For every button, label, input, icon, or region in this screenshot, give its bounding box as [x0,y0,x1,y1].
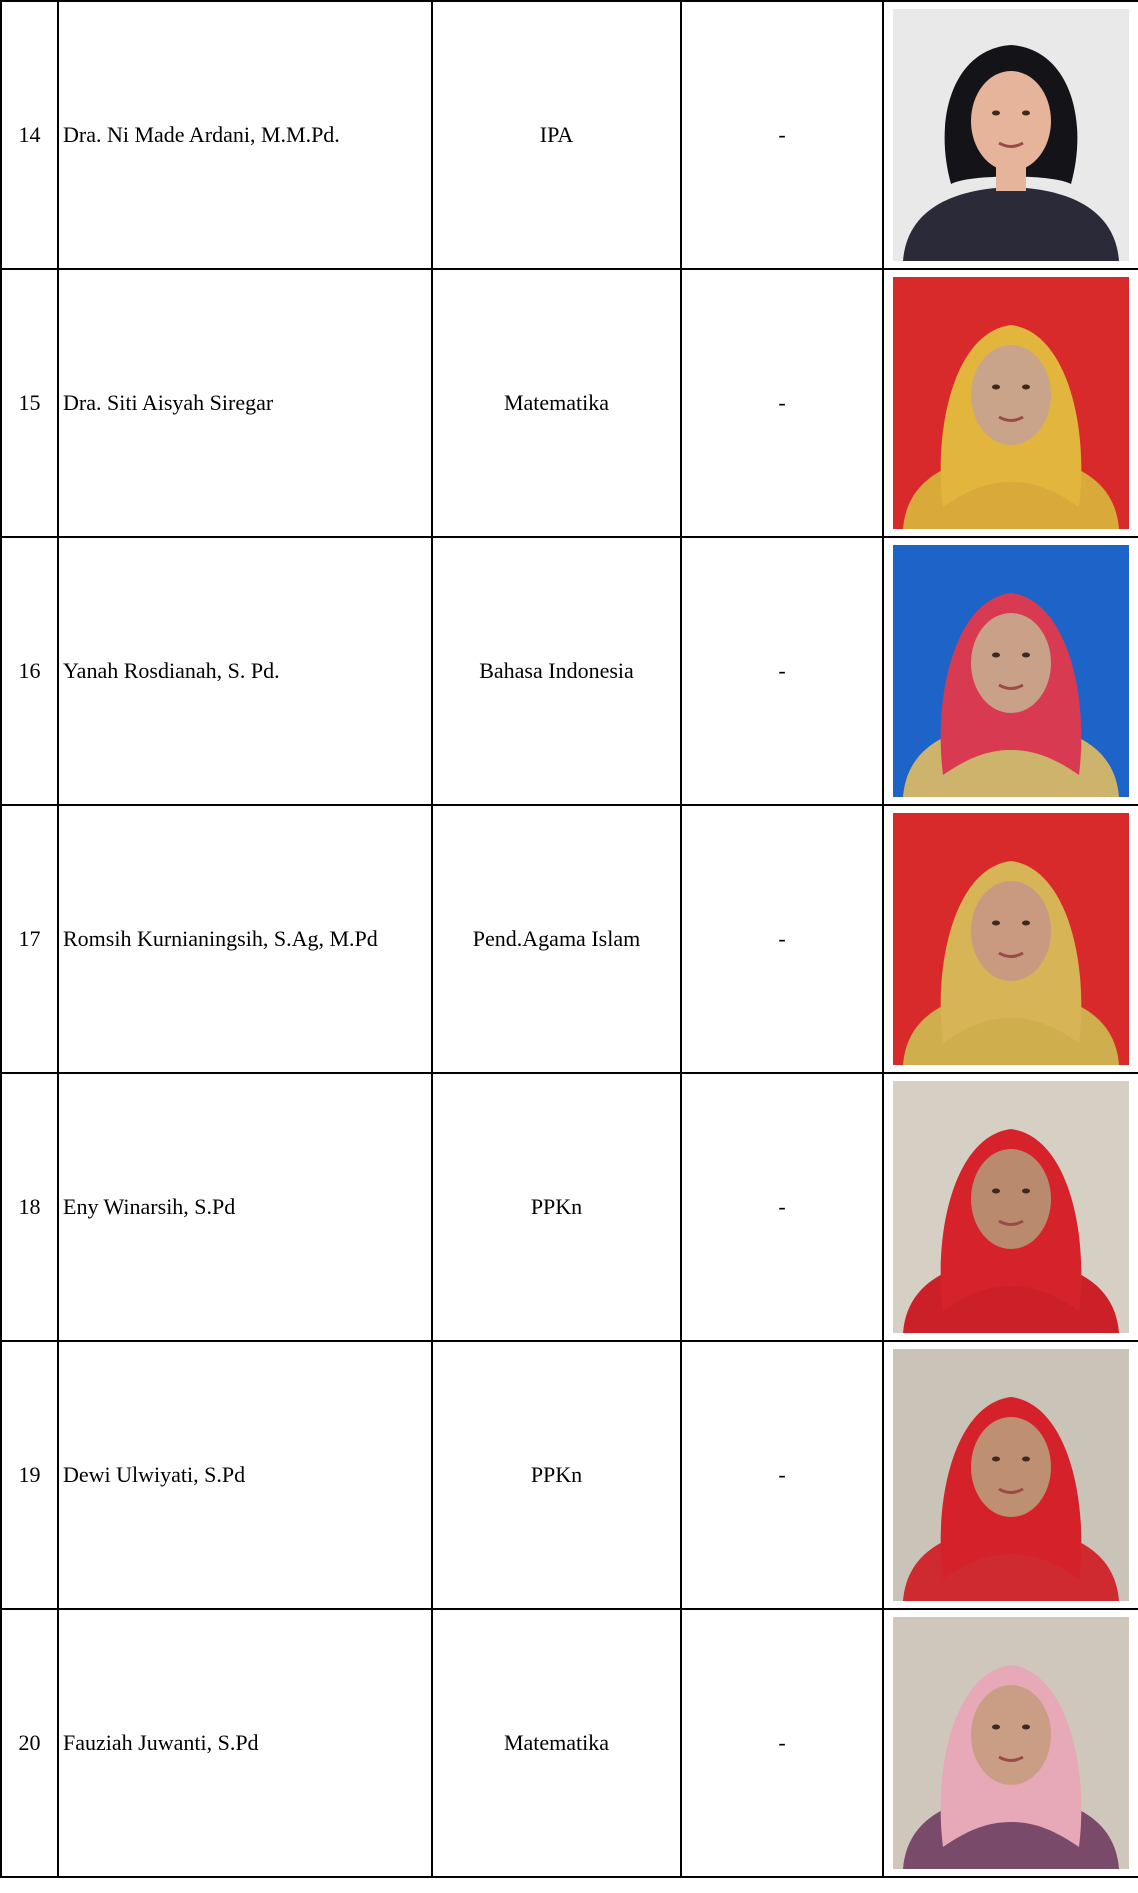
subject: Bahasa Indonesia [432,537,681,805]
additional-duty: - [681,1,883,269]
subject: Matematika [432,1609,681,1877]
teacher-photo [893,9,1129,261]
photo-cell [883,1,1138,269]
table-row [1,1,1138,269]
additional-duty: - [681,805,883,1073]
photo-cell [883,1073,1138,1341]
row-number: 20 [1,1609,58,1877]
row-number: 16 [1,537,58,805]
teacher-photo [893,1081,1129,1333]
row-number: 14 [1,1,58,269]
row-number: 15 [1,269,58,537]
teacher-photo [893,277,1129,529]
teacher-name: Fauziah Juwanti, S.Pd [58,1609,432,1877]
portrait-illustration [893,1349,1129,1601]
portrait-illustration [893,813,1129,1065]
teacher-photo [893,1617,1129,1869]
teacher-name: Eny Winarsih, S.Pd [58,1073,432,1341]
teacher-name: Yanah Rosdianah, S. Pd. [58,537,432,805]
additional-duty: - [681,537,883,805]
additional-duty: - [681,269,883,537]
teacher-name: Dra. Siti Aisyah Siregar [58,269,432,537]
photo-cell [883,1609,1138,1877]
table-row [1,537,1138,805]
portrait-illustration [893,9,1129,261]
table-row [1,269,1138,537]
subject: PPKn [432,1073,681,1341]
portrait-illustration [893,277,1129,529]
subject: Pend.Agama Islam [432,805,681,1073]
subject: IPA [432,1,681,269]
photo-cell [883,269,1138,537]
teacher-photo [893,545,1129,797]
portrait-illustration [893,545,1129,797]
portrait-illustration [893,1081,1129,1333]
teacher-name: Romsih Kurnianingsih, S.Ag, M.Pd [58,805,432,1073]
photo-cell [883,1341,1138,1609]
table-row [1,805,1138,1073]
row-number: 19 [1,1341,58,1609]
additional-duty: - [681,1609,883,1877]
additional-duty: - [681,1341,883,1609]
teacher-photo [893,813,1129,1065]
additional-duty: - [681,1073,883,1341]
portrait-illustration [893,1617,1129,1869]
subject: Matematika [432,269,681,537]
photo-cell [883,805,1138,1073]
row-number: 17 [1,805,58,1073]
table-row [1,1341,1138,1609]
photo-cell [883,537,1138,805]
subject: PPKn [432,1341,681,1609]
teacher-photo [893,1349,1129,1601]
teacher-name: Dewi Ulwiyati, S.Pd [58,1341,432,1609]
table-row [1,1073,1138,1341]
table-row [1,1609,1138,1877]
row-number: 18 [1,1073,58,1341]
teacher-name: Dra. Ni Made Ardani, M.M.Pd. [58,1,432,269]
